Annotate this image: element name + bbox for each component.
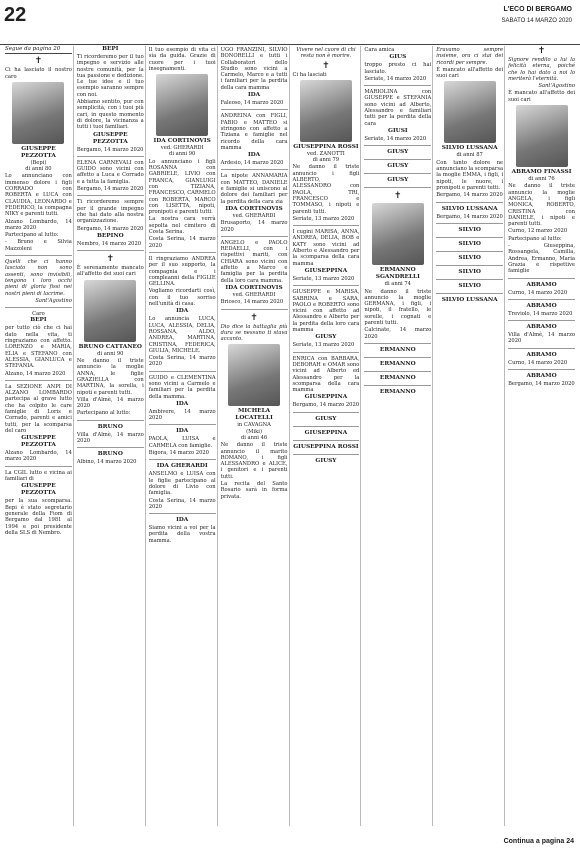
text: Il ringraziamo ANDREA per il suo supporto, la compagnia e i compleanni della FIGLIE GELLINA. [148, 255, 216, 288]
cross-icon: ✝ [34, 56, 43, 67]
column-7 [435, 46, 505, 826]
place-date: Villa d'Almè, 14 marzo 2020 [76, 396, 144, 410]
place-date: Bergamo, 14 marzo 2020 [76, 146, 144, 153]
divider [5, 380, 72, 381]
page-header [0, 0, 580, 45]
divider [364, 187, 431, 188]
place-date: Bergamo, 14 marzo 2020 [436, 192, 503, 199]
deceased-name: ABRAMO FINASSI [511, 169, 572, 176]
deceased-name: SILVIO [458, 282, 481, 289]
place-date: Bergamo, 14 marzo 2020 [508, 381, 575, 388]
deceased-name: SILVIO [458, 254, 481, 261]
age: di anni 46 [240, 434, 268, 441]
place-date: Seriate, 13 marzo 2020 [292, 275, 355, 282]
divider [508, 348, 575, 349]
text: La nostra cara verrà sepolta nel cimitero di Costa Serina. [148, 216, 216, 236]
announcement: Ne danno il triste annuncio i figli ALBERTO, ALESSANDRO con PAOLA, TRI, FRANCESCO e TOMMASO, i nipoti e parenti tutti. [292, 164, 360, 215]
divider [221, 309, 288, 310]
place-date: Brusaporto, 14 marzo 2020 [220, 220, 288, 233]
deceased-name: GIUS [389, 54, 407, 61]
deceased-name: IDA [176, 517, 189, 524]
text: ANGELO e PAOLO REDAELLI, con i rispettivi mariti, con CHIARA sono vicini con affetto a Marco e famiglia per la perdita della loro cara mamma. [220, 239, 288, 284]
text: La SEZIONE ANPI DI ALZANO LOMBARDO partecipa al grave lutto che ha colpito le care famiglie di Loris e Corrado, parenti e amici tutti, per la scomparsa del caro [5, 383, 72, 434]
deceased-name: IDA [176, 308, 189, 315]
deceased-name: IDA [247, 92, 261, 99]
divider [436, 251, 503, 252]
place-date: Seriate, 14 marzo 2020 [364, 75, 427, 82]
place-date: Villa d'Almè, 14 marzo 2020 [76, 431, 144, 444]
divider [508, 299, 575, 300]
text: PAOLA, LUISA e CARMELA con famiglie. [148, 436, 216, 449]
portrait-photo [516, 105, 568, 167]
place-date: Curno, 14 marzo 2020 [508, 289, 568, 296]
text: ELENA CARNEVALI con GUIDO sono vicini con affetto a Luca e Corrado e a tutta la famiglia. [76, 159, 144, 185]
divider [293, 352, 360, 353]
cross-icon: ✝ [537, 46, 546, 56]
divider [221, 236, 288, 237]
divider [436, 237, 503, 238]
deceased-name: BEPINO [96, 232, 124, 239]
deceased-name: BRUNO [97, 423, 123, 430]
quote: Dio dice la battaglia più dura se nessuno ti stava accanto. [220, 323, 288, 343]
divider [508, 320, 575, 321]
place-date: Calcinate, 14 marzo 2020 [364, 327, 432, 340]
deceased-name: ABRAMO [526, 373, 557, 380]
text: Caro [32, 311, 45, 318]
cross-icon: ✝ [394, 191, 402, 202]
age: di anni 76 [528, 176, 555, 183]
deceased-name: ABRAMO [526, 302, 557, 309]
announcement: Ne danno il triste annuncio la moglie ANNA, le figlie GRAZIELLA con MARTINA, la sorella, i nipoti e parenti tutti. [76, 358, 144, 396]
deceased-name: SILVIO LUSSANA [441, 296, 498, 303]
place-date: Treviolo, 14 marzo 2020 [508, 310, 573, 317]
deceased-name: SILVIO LUSSANA [441, 145, 498, 152]
text: È serenamente mancato all'affetto dei suoi cari [76, 265, 144, 278]
divider [364, 343, 431, 344]
text: Siamo vicini a voi per la perdita della vostra mamma. [148, 525, 216, 544]
deceased-name: BRUNO CATTANEO [78, 343, 142, 350]
column-5 [292, 46, 362, 826]
text: Lo annuncia LUCA, LUCA, ALESSIA, DELIA, ROSSANA, ALDO, ANDREA, MARTINA, CRISTINA, FEDERICA, GIULIA, MICHELE. [148, 316, 216, 354]
text: - Giuseppina, Rossangela, Camilla, Andrea, Ermanno, Maria Grazia e rispettive famiglie [508, 243, 575, 275]
divider [293, 454, 360, 455]
text: Partecipano al lutto: [5, 232, 59, 239]
deceased-name: ERMANNO [379, 360, 416, 367]
place-date: Bigora, 14 marzo 2020 [148, 450, 209, 457]
deceased-name: GIUSY [387, 163, 409, 170]
place-date: Bergamo, 14 marzo 2020 [76, 225, 144, 232]
text: ENRICA con BARBARA, DEBORAH e OMAR sono vicini ad Alberto ed Alessandro per la scomparsa della cara mamma [292, 355, 360, 394]
divider [364, 371, 431, 372]
portrait-photo [300, 80, 352, 142]
divider [149, 513, 216, 514]
divider [5, 255, 72, 256]
text: È mancato all'affetto dei suoi cari [436, 66, 504, 80]
deceased-name: GIUSY [315, 334, 337, 341]
intro: Ci ha lasciato il nostro caro [5, 67, 72, 80]
portrait-photo [228, 344, 280, 406]
text: Ti ricorderemo sempre per il grande impegno che hai dato alla nostra organizzazione. [76, 199, 144, 225]
age: di anni 79 [312, 157, 340, 164]
deceased-name-sub: in CAVAGNA [237, 422, 271, 429]
deceased-name: GIUSEPPINA ROSSI [293, 143, 359, 150]
age: di anni 90 [97, 350, 124, 357]
text: Ti ricorderemo per il tuo impegno e servizio alle nostre comunità, per la tua passione e dedizione. Le tue idee e il tuo esempio saranno sempre con noi. [76, 54, 144, 98]
divider [508, 278, 575, 279]
deceased-name: ERMANNO [379, 374, 416, 381]
newspaper-name: L'ECO DI BERGAMO [503, 6, 572, 13]
column-4 [220, 46, 290, 826]
divider [149, 252, 216, 253]
divider [221, 169, 288, 170]
text: Partecipano al lutto: [76, 410, 131, 417]
deceased-name: SILVIO [458, 268, 481, 275]
deceased-name: GIUSY [387, 177, 409, 184]
portrait-photo [444, 81, 496, 143]
deceased-name-sub: ved. GHERARDI [232, 291, 276, 298]
divider [77, 447, 144, 448]
divider [364, 385, 431, 386]
announcement: Lo annunciano con immenso dolore i figli CORRADO con ROBERTA e LUCA con CLAUDIA, LEONARDO e FEDERICO, la compagna NIKY e parenti tutti. [5, 173, 72, 218]
divider [293, 412, 360, 413]
text: ANSELMO e LUISA con le figlie partecipano al dolore di Livio con famiglia. [148, 471, 216, 497]
place-date: Alzano, 14 marzo 2020 [5, 370, 66, 377]
column-3 [148, 46, 218, 826]
deceased-name: GIUSEPPE PEZZOTTA [20, 145, 56, 159]
deceased-name: ABRAMO [526, 351, 557, 358]
deceased-name: BRUNO [97, 451, 123, 458]
cross-icon: ✝ [106, 254, 115, 265]
portrait-photo [84, 280, 136, 342]
deceased-name: ABRAMO [526, 324, 557, 331]
deceased-name: IDA CORTINOVIS [225, 205, 283, 212]
divider [293, 225, 360, 226]
deceased-name: ABRAMO [526, 281, 557, 288]
column-2 [76, 46, 146, 826]
deceased-name: IDA CORTINOVIS [153, 138, 211, 145]
nickname: (Bepi) [30, 159, 47, 166]
announcement: Ne danno il triste annuncio il marito ROMANO, i figli ALESSANDRO e ALICE, i genitori e i parenti tutti. [220, 442, 288, 480]
deceased-name: GIUSY [315, 457, 337, 464]
place-date: Seriate, 13 marzo 2020 [292, 215, 355, 222]
text: È mancato all'affetto dei suoi cari [508, 90, 575, 103]
quote: Vivere nel cuore di chi resta non è morire. [296, 47, 356, 60]
text: La CGIL lutto e vicina ai familiari di [5, 469, 72, 483]
divider [436, 293, 503, 294]
divider [364, 85, 431, 86]
age: di anni 80 [25, 166, 52, 173]
divider [293, 426, 360, 427]
deceased-name: MICHELA LOCATELLI [235, 408, 273, 422]
column-8 [507, 46, 576, 826]
deceased-name: IDA [176, 400, 189, 407]
deceased-name-sub: ved. GHERARDI [232, 212, 276, 219]
divider [77, 156, 144, 157]
column-6 [363, 46, 433, 826]
age: di anni 90 [169, 151, 196, 158]
text: ANDREINA con FIGLI, FABIO e MATTEO si stringono con affetto a Tiziana e famiglie nel ricordo della cara mamma [220, 113, 288, 151]
deceased-name: ERMANNO SGANDRELLI [375, 267, 420, 281]
intro: Ci ha lasciati [292, 71, 327, 78]
quote: Signore rendilo a lui la felicità eterna, poiché che lo hai dato a noi lo meriterà l'eternità. [508, 57, 575, 82]
place-date: Bergamo, 14 marzo 2020 [76, 186, 144, 193]
place-date: Bergamo, 14 marzo 2020 [436, 213, 503, 220]
deceased-name: GIUSY [315, 415, 337, 422]
text: La recita del Santo Rosario sarà in forma privata. [220, 481, 288, 500]
nickname: (Miki) [246, 428, 262, 435]
announcement: Con tanto dolore ne annunciano la scomparsa la moglie EMMA, i figli, i nipoti, le nuore, i pronipoti e parenti tutti. [436, 159, 504, 191]
page-number: 22 [4, 4, 27, 26]
deceased-name: ERMANNO [379, 346, 416, 353]
deceased-name: ERMANNO [379, 388, 416, 395]
text: Partecipano al lutto: [508, 235, 562, 242]
divider [436, 202, 503, 203]
text: MARIOLINA con GIUSEPPE e STEFANIA sono vicini ad Alberto, Alessandro e familiari tutti per la perdita della cara [364, 89, 432, 127]
divider [149, 371, 216, 372]
divider [364, 357, 431, 358]
divider [293, 285, 360, 286]
text: Cara amica [364, 47, 395, 53]
divider [364, 173, 431, 174]
deceased-name: SILVIO [458, 240, 481, 247]
deceased-name-sub: ved. ZANOTTI [307, 150, 345, 157]
place-date: Briosco, 14 marzo 2020 [220, 299, 284, 306]
divider [77, 195, 144, 196]
divider [436, 279, 503, 280]
deceased-name: IDA CORTINOVIS [225, 284, 283, 291]
place-date: Curno, 14 marzo 2020 [508, 359, 568, 366]
divider [77, 250, 144, 251]
deceased-name-sub: ved. GHERARDI [160, 145, 204, 152]
text: - Bruno e Silvia Mazzoleni [5, 239, 72, 252]
place-date: Curno, 12 marzo 2020 [508, 228, 568, 235]
deceased-name: GIUSEPPINA [304, 394, 348, 401]
deceased-name: BEPI [102, 46, 119, 52]
divider [5, 466, 72, 467]
cross-icon: ✝ [322, 60, 330, 71]
divider [364, 159, 431, 160]
masthead [502, 4, 572, 26]
deceased-name: GIUSI [388, 127, 408, 134]
quote-author: Sant'Agostino [35, 297, 72, 304]
text: per tutto ciò che ci hai dato nella vita, ti ringraziamo con affetto. LORENZO e MARIA, ELIA e STEFANO con ALESSIA, GIANLUCA e STEFANIA. [5, 325, 72, 370]
portrait-photo [156, 74, 208, 136]
place-date: Seriate, 13 marzo 2020 [292, 342, 355, 349]
text: Vogliamo ricordarti così, con il tuo sorriso nell'unità di casa. [148, 288, 216, 308]
deceased-name: IDA GHERARDI [156, 463, 208, 470]
text: Abbiamo sentito, pur con semplicità, con i tuoi più cari, in questo momento di dolore, la vicinanza a tutti i tuoi familiari. [76, 99, 144, 131]
place-date: Ambivere, 14 marzo 2020 [148, 408, 216, 422]
place-date: Albino, 14 marzo 2020 [76, 459, 137, 466]
divider [508, 369, 575, 370]
portrait-photo [372, 203, 424, 265]
column-1 [4, 46, 74, 826]
place-date: Faleoso, 14 marzo 2020 [220, 100, 284, 107]
announcement: Ne danno il triste annuncio la moglie GERMANA, i figli, i nipoti, il fratello, le sorelle, i cognati e parenti tutti. [364, 288, 432, 327]
quote-author: Sant'Agostino [538, 83, 575, 90]
deceased-name: SILVIO LUSSANA [441, 205, 498, 212]
place-date: Costa Serina, 14 marzo 2020 [148, 236, 216, 249]
deceased-name: GIUSEPPINA [304, 267, 348, 274]
text: La nipote ANNAMARIA con MATTEO, DANIELE e famiglie si uniscono al dolore dei familiari per la perdita della cara zia [220, 173, 288, 205]
deceased-name: GIUSEPPINA ROSSI [293, 443, 359, 450]
deceased-name: GIUSEPPE PEZZOTTA [92, 131, 128, 145]
announcement: Lo annunciano i figli ROSANNA con GABRIELE, LIVIO con FRANCA, GIANLUIGI con TIZIANA, FRANCESCO, CARMELO con ROBERTA, MARCO con LISETTA, nipoti, pronipoti e parenti tutti. [148, 158, 216, 216]
divider [221, 109, 288, 110]
quote: Eravamo sempre insieme, ora ci stai dei ricordi per sempre. [436, 47, 504, 66]
text: GUIDO e CLEMENTINA sono vicini a Carmelo e familiari per la perdita della mamma. [148, 374, 216, 400]
announcement: Ne danno il triste annuncio la moglie ANGELA, i figli MONICA, ROBERTO, CRISTINA con DANIELE, i nipoti e parenti tutti. [508, 183, 575, 228]
text: I cugini MARISA, ANNA, ANDREA, DELIA, BOB e KATY sono vicini ad Alberto e Alessandro per la scomparsa della cara mamma [292, 229, 360, 267]
text: per la sua scomparsa. Bepi è stato segretario generale della Fiom di Bergamo dal 1981 al 1994 e poi presidente della SLS di Nembro. [5, 498, 72, 536]
continued-to: Continua a pagina 24 [503, 838, 574, 845]
text: UGO FRANZINI, SILVIO BONORELLI e tutti i Collaboratori dello Studio sono vicini a Carmelo, Marco e a tutti i familiari per la perdita della cara mamma [220, 47, 288, 91]
place-date: Villa d'Almè, 14 marzo 2020 [508, 332, 575, 345]
cross-icon: ✝ [250, 312, 258, 323]
deceased-name: GIUSEPPE PEZZOTTA [20, 483, 56, 497]
divider [293, 440, 360, 441]
portrait-photo [12, 82, 64, 144]
place-date: Seriate, 14 marzo 2020 [364, 135, 427, 142]
text: troppo presto ci hai lasciato. [364, 62, 432, 75]
divider [77, 420, 144, 421]
place-date: Nembro, 14 marzo 2020 [76, 240, 142, 247]
divider [149, 424, 216, 425]
text: Il tuo esempio di vita ci sia da guida. Grazie di cuore per i tuoi insegnamenti. [148, 47, 216, 72]
deceased-name: GIUSEPPINA [304, 429, 348, 436]
place-date: Costa Serina, 14 marzo 2020 [148, 355, 216, 368]
obituary-columns [4, 46, 576, 826]
deceased-name: IDA [176, 428, 189, 435]
place-date: Alzano Lombardo, 14 marzo 2020 [5, 450, 72, 463]
place-date: Bergamo, 14 marzo 2020 [292, 402, 360, 409]
text: GIUSEPPE e MARISA, SABRINA e SARA, PAOLO e ROBERTO sono vicini con affetto ad Alessandro e Alberto per la perdita della loro cara mamma [292, 289, 360, 334]
place-date: Costa Serina, 14 marzo 2020 [148, 497, 216, 510]
divider [364, 145, 431, 146]
quote: Quelli che ci hanno lasciato non sono assenti, sono invisibili, tengono i loro occhi pieni di gloria fissi nei nostri pieni di lacrime. [5, 259, 72, 297]
issue-date: SABATO 14 MARZO 2020 [501, 18, 572, 24]
age: di anni 74 [384, 281, 411, 288]
deceased-name: BEPI [30, 317, 47, 324]
deceased-name: IDA [247, 152, 261, 159]
divider [5, 307, 72, 308]
deceased-name: SILVIO [458, 226, 481, 233]
deceased-name: GIUSEPPE PEZZOTTA [20, 435, 56, 449]
place-date: Ardesio, 14 marzo 2020 [220, 160, 284, 167]
deceased-name: GIUSY [387, 149, 409, 156]
continued-from: Segue da pagina 20 [5, 46, 72, 54]
age: di anni 87 [456, 152, 483, 159]
place-date: Alzano Lombardo, 14 marzo 2020 [5, 218, 72, 231]
divider [149, 459, 216, 460]
divider [436, 265, 503, 266]
divider [436, 223, 503, 224]
